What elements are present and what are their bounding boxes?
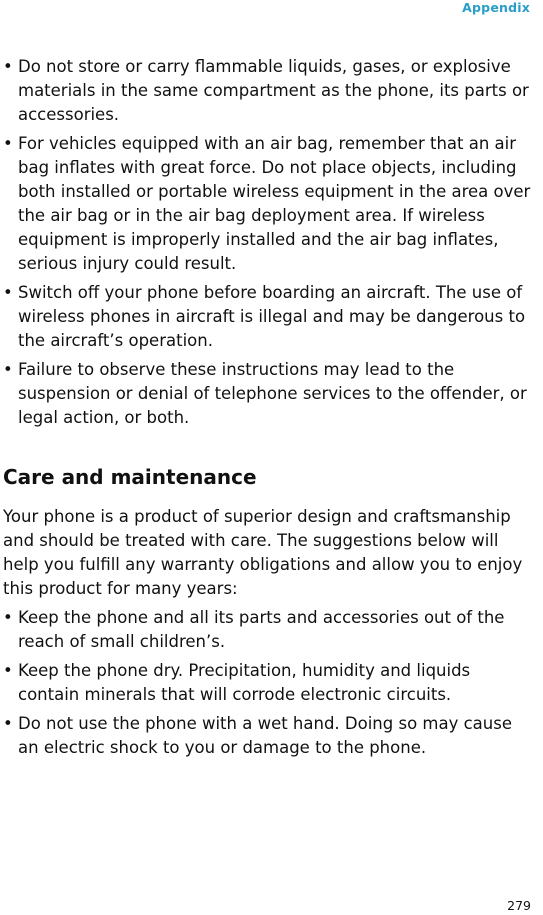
list-item-text: Switch off your phone before boarding an aircraft. The use of wireless phones in aircraft is illegal and may be dangerous to the aircraft’s operation. <box>18 283 526 350</box>
list-item <box>3 659 533 707</box>
bullet-icon: • <box>3 134 13 153</box>
list-item <box>3 606 533 654</box>
bullet-icon: • <box>3 360 13 379</box>
list-item-text: For vehicles equipped with an air bag, remember that an air bag inflates with great force. Do not place objects, including both installed or portable wireless equipment in the area over the air bag or in the air bag deployment area. If wireless equipment is improperly installed and the air bag inflates, serious injury could result. <box>18 134 531 273</box>
page-number: 279 <box>507 898 531 913</box>
list-item <box>3 132 533 276</box>
bullet-icon: • <box>3 661 13 680</box>
bullet-icon: • <box>3 608 13 627</box>
list-item-text: Keep the phone and all its parts and accessories out of the reach of small children’s. <box>18 608 505 651</box>
list-item-text: Keep the phone dry. Precipitation, humidity and liquids contain minerals that will corrode electronic circuits. <box>18 661 471 704</box>
list-item <box>3 55 533 127</box>
section-title: Care and maintenance <box>3 465 257 489</box>
list-item-text: Failure to observe these instructions may lead to the suspension or denial of telephone services to the offender, or legal action, or both. <box>18 360 527 427</box>
bullet-icon: • <box>3 57 13 76</box>
section-intro: Your phone is a product of superior design and craftsmanship and should be treated with care. The suggestions below will help you fulfill any warranty obligations and allow you to enjoy this product for many years: <box>3 507 523 598</box>
list-item <box>3 281 533 353</box>
list-item <box>3 712 533 760</box>
list-item-text: Do not store or carry flammable liquids, gases, or explosive materials in the same compartment as the phone, its parts or accessories. <box>18 57 529 124</box>
section-header: Appendix <box>462 0 530 15</box>
bullet-icon: • <box>3 283 13 302</box>
list-item-text: Do not use the phone with a wet hand. Doing so may cause an electric shock to you or damage to the phone. <box>18 714 513 757</box>
page-content <box>3 55 533 765</box>
list-item <box>3 358 533 430</box>
bullet-icon: • <box>3 714 13 733</box>
